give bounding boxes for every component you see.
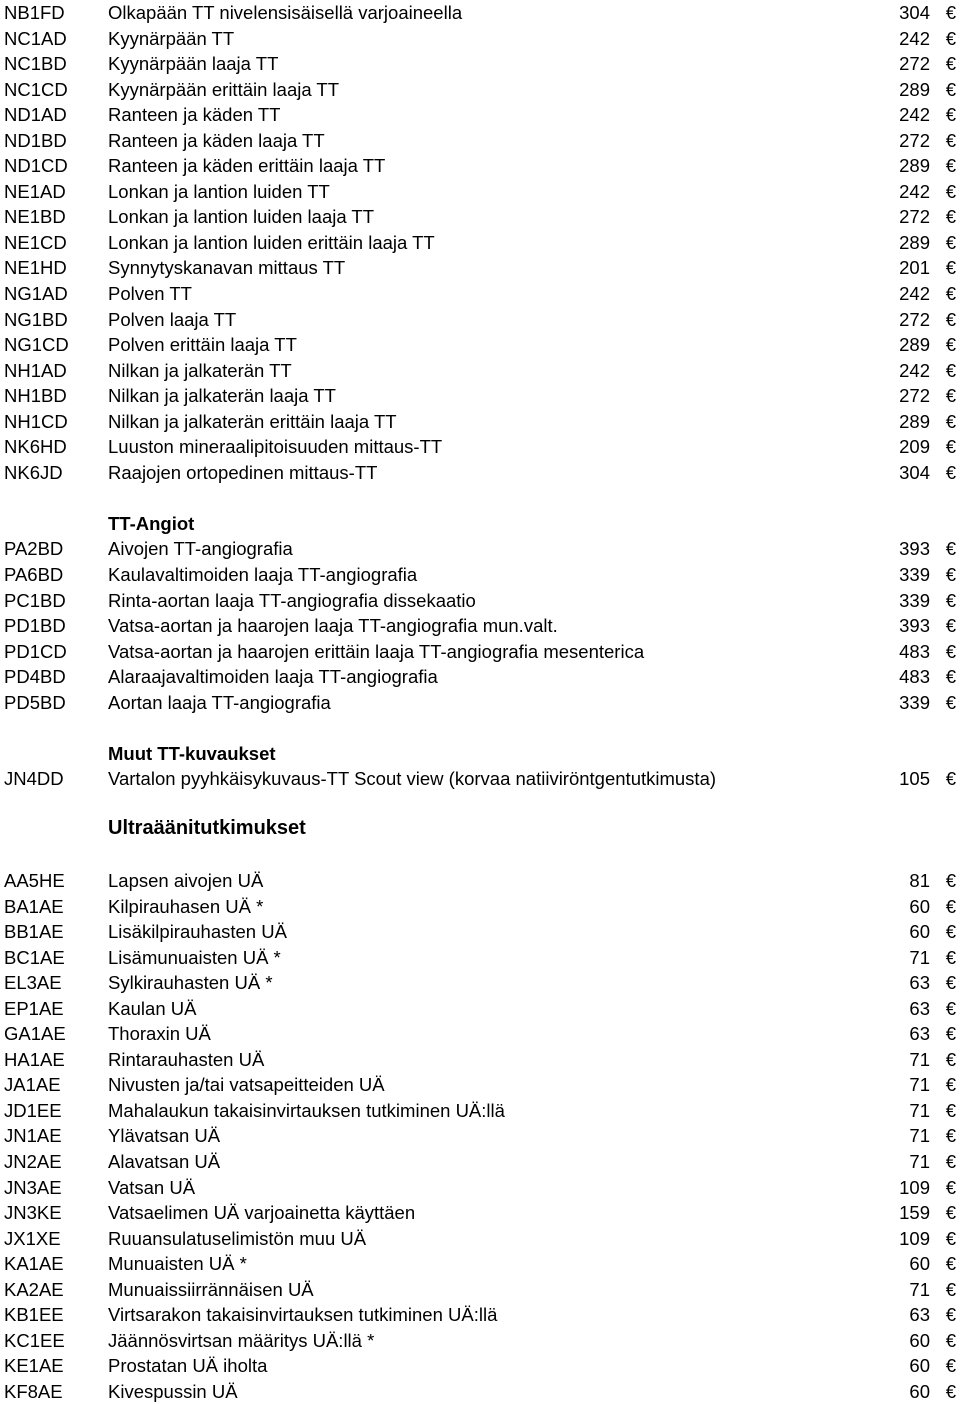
price-row [0,1149,960,1175]
price-row [0,128,960,154]
procedure-description: Kyynärpään TT [108,27,235,49]
price-row [0,970,960,996]
procedure-price: 71 [909,1074,930,1096]
procedure-code: JN4DD [4,768,64,790]
procedure-description: Rinta-aortan laaja TT-angiografia dissekaatio [108,589,476,611]
procedure-code: NE1HD [4,257,67,279]
procedure-description: Ruuansulatuselimistön muu UÄ [108,1227,367,1249]
procedure-price: 289 [899,155,930,177]
euro-symbol: € [945,1253,956,1275]
procedure-code: PD5BD [4,691,66,713]
euro-symbol: € [945,869,956,891]
procedure-description: Vatsa-aortan ja haarojen erittäin laaja TT-angiografia mesenterica [108,640,645,662]
procedure-code: EL3AE [4,972,62,994]
procedure-code: KF8AE [4,1380,63,1402]
price-row [0,766,960,792]
procedure-code: NB1FD [4,2,65,23]
euro-symbol: € [945,78,956,100]
euro-symbol: € [945,1099,956,1121]
euro-symbol: € [945,1074,956,1096]
procedure-price: 159 [899,1202,930,1224]
euro-symbol: € [945,129,956,151]
procedure-description: Nilkan ja jalkaterän erittäin laaja TT [108,410,397,432]
procedure-code: JN3KE [4,1202,62,1224]
procedure-price: 71 [909,1099,930,1121]
euro-symbol: € [945,997,956,1019]
procedure-code: GA1AE [4,1023,66,1045]
procedure-description: Aortan laaja TT-angiografia [108,691,331,713]
procedure-description: Kaulavaltimoiden laaja TT-angiografia [108,564,418,586]
procedure-price: 272 [899,129,930,151]
procedure-price: 393 [899,615,930,637]
procedure-price: 272 [899,53,930,75]
procedure-price: 60 [909,1253,930,1275]
euro-symbol: € [945,27,956,49]
procedure-code: PD4BD [4,666,66,688]
procedure-description: Lisäkilpirauhasten UÄ [108,921,287,943]
procedure-price: 304 [899,2,930,23]
euro-symbol: € [945,946,956,968]
procedure-description: Alaraajavaltimoiden laaja TT-angiografia [108,666,438,688]
procedure-code: NH1CD [4,410,68,432]
procedure-description: Nilkan ja jalkaterän TT [108,359,292,381]
procedure-price: 242 [899,104,930,126]
section-heading-ultrasound: Ultraäänitutkimukset [108,816,306,839]
procedure-description: Ylävatsan UÄ [108,1125,221,1147]
price-row [0,102,960,128]
procedure-code: KC1EE [4,1329,65,1351]
price-row [0,919,960,945]
procedure-price: 71 [909,1278,930,1300]
procedure-price: 60 [909,1355,930,1377]
angio-list [0,536,960,715]
procedure-description: Vartalon pyyhkäisykuvaus-TT Scout view (korvaa natiiviröntgentutkimusta) [108,768,717,790]
price-row [0,1277,960,1303]
procedure-description: Nivusten ja/tai vatsapeitteiden UÄ [108,1074,385,1096]
procedure-code: NE1CD [4,231,67,253]
procedure-price: 109 [899,1176,930,1198]
procedure-description: Prostatan UÄ iholta [108,1355,268,1377]
procedure-price: 63 [909,1023,930,1045]
spacer [0,843,960,868]
price-row [0,179,960,205]
euro-symbol: € [945,1329,956,1351]
price-row [0,1047,960,1073]
euro-symbol: € [945,461,956,483]
price-row [0,588,960,614]
spacer [0,485,960,511]
procedure-code: KB1EE [4,1304,64,1326]
procedure-code: NC1CD [4,78,68,100]
procedure-price: 242 [899,180,930,202]
procedure-description: Kivespussin UÄ [108,1380,238,1402]
other-ct-list [0,766,960,792]
procedure-code: JN3AE [4,1176,62,1198]
euro-symbol: € [945,257,956,279]
procedure-description: Kyynärpään laaja TT [108,53,279,75]
procedure-code: KA1AE [4,1253,64,1275]
procedure-price: 289 [899,231,930,253]
price-row [0,868,960,894]
procedure-description: Munuaisten UÄ * [108,1253,247,1275]
price-row [0,996,960,1022]
procedure-price: 63 [909,1304,930,1326]
procedure-description: Polven laaja TT [108,308,237,330]
procedure-description: Lonkan ja lantion luiden erittäin laaja TT [108,231,435,253]
procedure-code: PC1BD [4,589,66,611]
procedure-price: 63 [909,972,930,994]
procedure-price: 60 [909,921,930,943]
procedure-price: 60 [909,1329,930,1351]
euro-symbol: € [945,666,956,688]
euro-symbol: € [945,1150,956,1172]
procedure-price: 339 [899,564,930,586]
euro-symbol: € [945,104,956,126]
procedure-price: 201 [899,257,930,279]
procedure-description: Olkapään TT nivelensisäisellä varjoaineella [108,2,463,23]
procedure-description: Synnytyskanavan mittaus TT [108,257,346,279]
euro-symbol: € [945,334,956,356]
euro-symbol: € [945,283,956,305]
procedure-description: Lisämunuaisten UÄ * [108,946,281,968]
procedure-price: 272 [899,385,930,407]
procedure-price: 242 [899,359,930,381]
price-row [0,434,960,460]
price-row [0,1175,960,1201]
price-row [0,26,960,52]
procedure-price: 60 [909,895,930,917]
price-row [0,894,960,920]
procedure-code: NC1AD [4,27,67,49]
procedure-description: Vatsan UÄ [108,1176,196,1198]
euro-symbol: € [945,615,956,637]
procedure-price: 60 [909,1380,930,1402]
euro-symbol: € [945,640,956,662]
price-row [0,1098,960,1124]
euro-symbol: € [945,385,956,407]
price-row [0,332,960,358]
euro-symbol: € [945,1304,956,1326]
procedure-description: Polven TT [108,283,192,305]
euro-symbol: € [945,1048,956,1070]
procedure-code: PA6BD [4,564,64,586]
procedure-price: 242 [899,283,930,305]
procedure-code: JN2AE [4,1150,62,1172]
euro-symbol: € [945,308,956,330]
procedure-price: 209 [899,436,930,458]
euro-symbol: € [945,1380,956,1402]
procedure-code: KE1AE [4,1355,64,1377]
price-row [0,536,960,562]
procedure-code: JX1XE [4,1227,61,1249]
procedure-code: BC1AE [4,946,65,968]
price-row [0,383,960,409]
euro-symbol: € [945,155,956,177]
ultrasound-list [0,868,960,1404]
procedure-code: NG1CD [4,334,69,356]
euro-symbol: € [945,691,956,713]
euro-symbol: € [945,1355,956,1377]
procedure-price: 63 [909,997,930,1019]
euro-symbol: € [945,359,956,381]
price-row [0,639,960,665]
procedure-price: 272 [899,206,930,228]
price-row [0,1302,960,1328]
procedure-description: Aivojen TT-angiografia [108,538,293,560]
procedure-code: NE1AD [4,180,66,202]
procedure-price: 483 [899,640,930,662]
procedure-description: Vatsa-aortan ja haarojen laaja TT-angiografia mun.valt. [108,615,558,637]
euro-symbol: € [945,564,956,586]
price-row [0,664,960,690]
procedure-description: Virtsarakon takaisinvirtauksen tutkiminen UÄ:llä [108,1304,498,1326]
procedure-code: NK6HD [4,436,67,458]
price-row [0,358,960,384]
price-row [0,1353,960,1379]
spacer [0,792,960,813]
procedure-price: 289 [899,410,930,432]
euro-symbol: € [945,895,956,917]
procedure-description: Alavatsan UÄ [108,1150,221,1172]
price-row [0,153,960,179]
procedure-description: Ranteen ja käden laaja TT [108,129,325,151]
procedure-code: AA5HE [4,869,65,891]
price-row [0,613,960,639]
procedure-description: Ranteen ja käden erittäin laaja TT [108,155,386,177]
procedure-code: NG1AD [4,283,68,305]
procedure-price: 339 [899,691,930,713]
procedure-code: ND1CD [4,155,68,177]
price-row [0,1379,960,1404]
price-row [0,1072,960,1098]
procedure-price: 242 [899,27,930,49]
procedure-price: 483 [899,666,930,688]
price-row [0,1251,960,1277]
procedure-code: EP1AE [4,997,64,1019]
procedure-description: Kilpirauhasen UÄ * [108,895,264,917]
price-row [0,562,960,588]
procedure-description: Kyynärpään erittäin laaja TT [108,78,340,100]
euro-symbol: € [945,436,956,458]
price-row [0,1226,960,1252]
price-row [0,204,960,230]
procedure-code: JD1EE [4,1099,62,1121]
procedure-price: 109 [899,1227,930,1249]
euro-symbol: € [945,1125,956,1147]
price-row [0,0,960,26]
euro-symbol: € [945,538,956,560]
procedure-code: NH1BD [4,385,67,407]
procedure-price: 105 [899,768,930,790]
procedure-description: Lonkan ja lantion luiden laaja TT [108,206,375,228]
price-row [0,281,960,307]
euro-symbol: € [945,589,956,611]
euro-symbol: € [945,1023,956,1045]
price-row [0,1021,960,1047]
section-heading-angio: TT-Angiot [108,512,195,534]
procedure-code: NE1BD [4,206,66,228]
procedure-price: 71 [909,1048,930,1070]
procedure-code: NC1BD [4,53,67,75]
procedure-price: 272 [899,308,930,330]
procedure-code: JN1AE [4,1125,62,1147]
procedure-price: 71 [909,1125,930,1147]
price-row [0,307,960,333]
price-row [0,1328,960,1354]
procedure-description: Vatsaelimen UÄ varjoainetta käyttäen [108,1202,416,1224]
procedure-description: Jäännösvirtsan määritys UÄ:llä * [108,1329,375,1351]
price-row [0,1200,960,1226]
procedure-code: BB1AE [4,921,64,943]
euro-symbol: € [945,53,956,75]
euro-symbol: € [945,180,956,202]
euro-symbol: € [945,2,956,23]
procedure-code: PD1BD [4,615,66,637]
euro-symbol: € [945,206,956,228]
procedure-code: NK6JD [4,461,63,483]
procedure-price: 339 [899,589,930,611]
euro-symbol: € [945,1202,956,1224]
procedure-price: 289 [899,334,930,356]
ct-list [0,0,960,485]
procedure-code: HA1AE [4,1048,65,1070]
procedure-description: Rintarauhasten UÄ [108,1048,265,1070]
procedure-code: NG1BD [4,308,68,330]
euro-symbol: € [945,921,956,943]
procedure-description: Polven erittäin laaja TT [108,334,297,356]
euro-symbol: € [945,768,956,790]
procedure-price: 81 [909,869,930,891]
procedure-code: JA1AE [4,1074,61,1096]
procedure-description: Mahalaukun takaisinvirtauksen tutkiminen UÄ:llä [108,1099,505,1121]
procedure-description: Raajojen ortopedinen mittaus-TT [108,461,378,483]
procedure-price: 71 [909,1150,930,1172]
price-row [0,409,960,435]
euro-symbol: € [945,1176,956,1198]
procedure-price: 289 [899,78,930,100]
price-row [0,690,960,716]
euro-symbol: € [945,231,956,253]
procedure-description: Nilkan ja jalkaterän laaja TT [108,385,336,407]
procedure-description: Sylkirauhasten UÄ * [108,972,273,994]
procedure-code: ND1BD [4,129,67,151]
price-row [0,945,960,971]
procedure-price: 304 [899,461,930,483]
procedure-description: Lapsen aivojen UÄ [108,869,264,891]
procedure-code: KA2AE [4,1278,64,1300]
price-row [0,230,960,256]
procedure-description: Thoraxin UÄ [108,1023,211,1045]
procedure-description: Munuaissiirrännäisen UÄ [108,1278,314,1300]
price-row [0,460,960,486]
price-row [0,255,960,281]
procedure-description: Luuston mineraalipitoisuuden mittaus-TT [108,436,443,458]
procedure-code: PD1CD [4,640,67,662]
euro-symbol: € [945,410,956,432]
procedure-code: NH1AD [4,359,67,381]
procedure-description: Kaulan UÄ [108,997,197,1019]
price-row [0,77,960,103]
euro-symbol: € [945,972,956,994]
procedure-price: 71 [909,946,930,968]
price-row [0,51,960,77]
procedure-description: Ranteen ja käden TT [108,104,281,126]
procedure-price: 393 [899,538,930,560]
euro-symbol: € [945,1227,956,1249]
procedure-code: BA1AE [4,895,64,917]
procedure-code: PA2BD [4,538,64,560]
section-heading-other-ct: Muut TT-kuvaukset [108,742,276,764]
price-row [0,1123,960,1149]
euro-symbol: € [945,1278,956,1300]
procedure-code: ND1AD [4,104,67,126]
spacer [0,715,960,741]
procedure-description: Lonkan ja lantion luiden TT [108,180,330,202]
